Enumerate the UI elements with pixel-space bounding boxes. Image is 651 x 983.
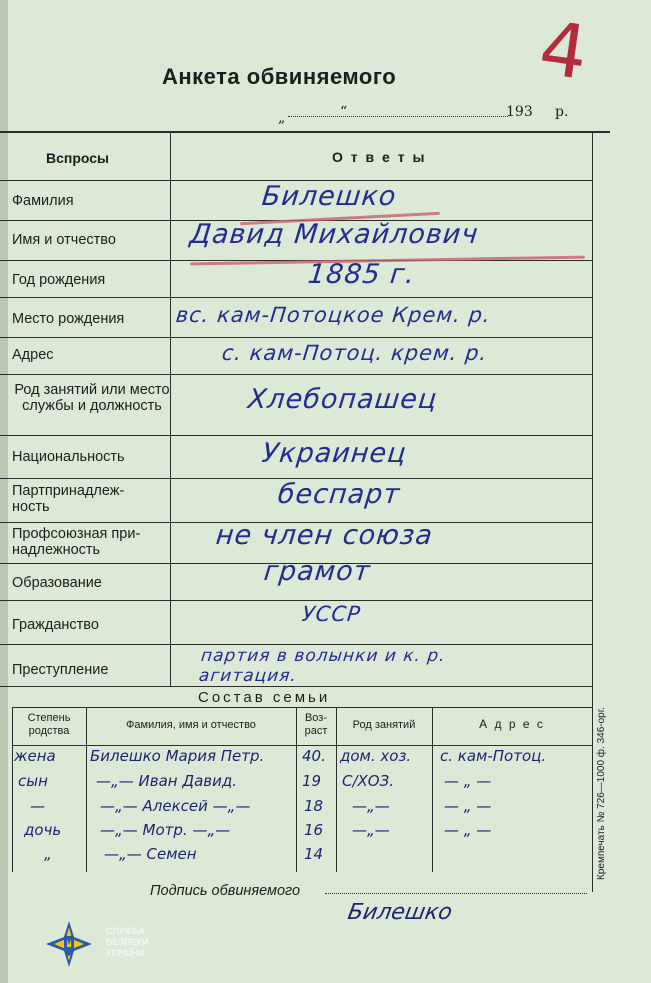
row-divider	[0, 297, 592, 298]
family-address: — „ —	[444, 797, 492, 815]
family-relation: „	[44, 845, 52, 863]
family-occupation: дом. хоз.	[340, 747, 412, 765]
row-label-education: Образование	[12, 575, 102, 591]
family-occupation: —„—	[352, 797, 390, 815]
date-dotted-line	[288, 116, 508, 117]
family-relation: жена	[14, 747, 56, 765]
logo-text-line: СЛУЖБА	[106, 926, 145, 936]
date-year-suffix: р.	[555, 104, 569, 120]
date-open-quote: „	[278, 110, 286, 126]
family-header-relation: Степень родства	[27, 712, 71, 737]
family-name: —„— Семен	[104, 845, 197, 863]
answer-birthplace: вс. кам-Потоцкое Крем. р.	[174, 303, 493, 327]
family-age: 40.	[302, 747, 326, 765]
row-divider	[0, 644, 592, 645]
row-label-birthplace: Место рождения	[12, 311, 125, 327]
family-section-title: Состав семьи	[198, 689, 331, 706]
row-label-occupation: Род занятий или место службы и должность	[14, 382, 170, 414]
row-divider	[0, 435, 592, 436]
row-label-address: Адрес	[12, 347, 54, 363]
family-column-divider	[336, 707, 337, 872]
row-divider	[0, 337, 592, 338]
table-bottom-border	[0, 686, 592, 687]
family-relation: дочь	[24, 821, 62, 839]
answer-crime: партия в волынки и к. р. агитация.	[197, 646, 447, 686]
table-right-border	[592, 132, 593, 892]
family-age: 16	[304, 821, 324, 839]
answer-union: не член союза	[214, 520, 435, 551]
family-occupation: С/ХОЗ.	[342, 772, 394, 790]
family-name: —„— Мотр. —„—	[100, 821, 231, 839]
family-left-border	[12, 707, 13, 872]
family-relation: —	[30, 797, 45, 815]
family-address: с. кам-Потоц.	[440, 747, 547, 765]
answer-occupation: Хлебопашец	[246, 384, 440, 415]
answer-surname: Билешко	[260, 181, 399, 212]
sbu-shield-icon	[44, 919, 94, 969]
row-label-nationality: Национальность	[12, 449, 125, 465]
family-relation: сын	[18, 772, 48, 790]
signature: Билешко	[345, 900, 455, 925]
row-label-union: Профсоюзная при-надлежность	[12, 526, 141, 558]
family-column-divider	[296, 707, 297, 872]
family-header-border	[12, 745, 592, 746]
family-header-age: Воз-раст	[304, 712, 328, 737]
page-edge	[0, 0, 8, 983]
answer-nationality: Украинец	[260, 438, 409, 469]
answer-name: Давид Михайлович	[188, 219, 481, 250]
family-column-divider	[86, 707, 87, 872]
family-name: Билешко Мария Петр.	[90, 747, 265, 765]
row-divider	[0, 600, 592, 601]
family-column-divider	[432, 707, 433, 872]
row-label-surname: Фамилия	[12, 193, 74, 209]
page-title: Анкета обвиняемого	[162, 64, 397, 89]
family-address: — „ —	[444, 821, 492, 839]
row-label-name: Имя и отчество	[12, 232, 116, 248]
row-label-party: Партпринадлеж-ность	[12, 483, 125, 515]
signature-dotted-line	[325, 893, 587, 894]
questions-header: Вспросы	[46, 150, 110, 166]
answer-party: беспарт	[276, 479, 402, 510]
date-year: 193	[506, 104, 533, 120]
logo-text	[106, 926, 149, 959]
answer-citizenship: УССР	[300, 602, 363, 626]
family-name: —„— Иван Давид.	[96, 772, 238, 790]
signature-label: Подпись обвиняемого	[150, 883, 301, 899]
date-close-quote: “	[340, 104, 348, 120]
family-age: 19	[302, 772, 322, 790]
row-label-birth-year: Год рождения	[12, 272, 106, 288]
family-top-border	[12, 707, 592, 708]
answer-education: грамот	[262, 556, 373, 587]
row-divider	[0, 374, 592, 375]
answers-header: О т в е т ы	[332, 149, 427, 165]
family-address: — „ —	[444, 772, 492, 790]
family-age: 18	[304, 797, 324, 815]
logo-text-line: БЕЗПЕКИ	[106, 937, 149, 947]
answer-address: с. кам-Потоц. крем. р.	[220, 341, 489, 365]
printer-stamp: Кремпечать № 726—1000 ф. 346-орг.	[596, 707, 607, 880]
family-age: 14	[304, 845, 324, 863]
row-label-citizenship: Гражданство	[12, 617, 99, 633]
logo-text-line: УКРАЇНИ	[106, 948, 145, 958]
family-name: —„— Алексей —„—	[100, 797, 251, 815]
family-header-occupation: Род занятий	[352, 719, 416, 731]
page-number-mark: 4	[534, 5, 593, 97]
answer-birth-year: 1885 г.	[306, 259, 417, 290]
family-header-name: Фамилия, имя и отчество	[126, 719, 256, 731]
family-occupation: —„—	[352, 821, 390, 839]
row-label-crime: Преступление	[12, 662, 109, 678]
table-top-border	[0, 131, 610, 133]
family-header-address: А д р е с	[479, 717, 545, 731]
